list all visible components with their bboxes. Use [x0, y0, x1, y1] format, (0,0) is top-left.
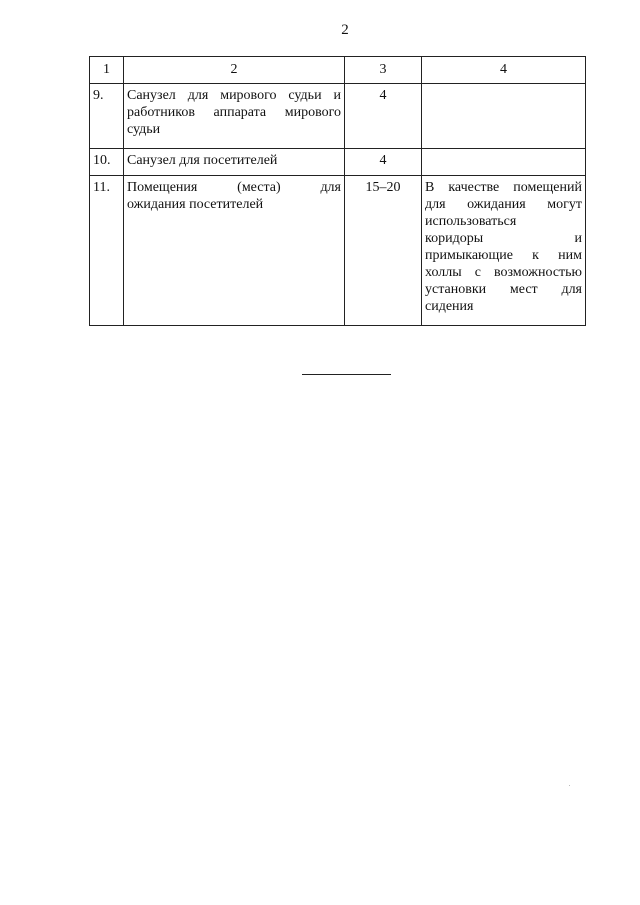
table-row: [90, 176, 586, 326]
room-note-line: примыкающие к ним: [425, 248, 582, 263]
table-row: [90, 84, 586, 149]
room-name: [124, 176, 345, 326]
page-number: 2: [341, 22, 349, 38]
room-note: [422, 149, 586, 176]
room-note: [422, 176, 586, 326]
room-note-line: установки мест для: [425, 282, 582, 297]
room-note-line: для ожидания могут: [425, 197, 582, 212]
row-number: 10.: [90, 149, 124, 176]
column-header-2: 2: [124, 57, 345, 84]
room-name-line: судьи: [127, 122, 161, 137]
room-name-line: Санузел для мирового судьи и: [127, 88, 341, 103]
room-name-line: работников аппарата мирового: [127, 105, 341, 120]
room-value: 4: [345, 149, 422, 176]
table-row: [90, 149, 586, 176]
end-separator-line: [302, 374, 391, 375]
room-note-line: В качестве помещений: [425, 180, 582, 195]
requirements-table: [89, 56, 586, 326]
room-note-line: холлы с возможностью: [425, 265, 582, 280]
column-header-4: 4: [422, 57, 586, 84]
room-name-line: Санузел для посетителей: [127, 153, 278, 168]
room-name-line: Помещения (места) для: [127, 180, 341, 195]
room-note-line: коридоры и: [425, 231, 582, 246]
room-note: [422, 84, 586, 149]
row-number: 9.: [90, 84, 124, 149]
room-name-line: ожидания посетителей: [127, 197, 264, 212]
room-value: 15–20: [345, 176, 422, 326]
room-name: [124, 84, 345, 149]
column-header-1: 1: [90, 57, 124, 84]
room-value: 4: [345, 84, 422, 149]
table-header-row: [90, 57, 586, 84]
row-number: 11.: [90, 176, 124, 326]
room-name: [124, 149, 345, 176]
scan-speck: [569, 785, 570, 786]
column-header-3: 3: [345, 57, 422, 84]
room-note-line: сидения: [425, 299, 474, 314]
room-note-line: использоваться: [425, 214, 517, 229]
